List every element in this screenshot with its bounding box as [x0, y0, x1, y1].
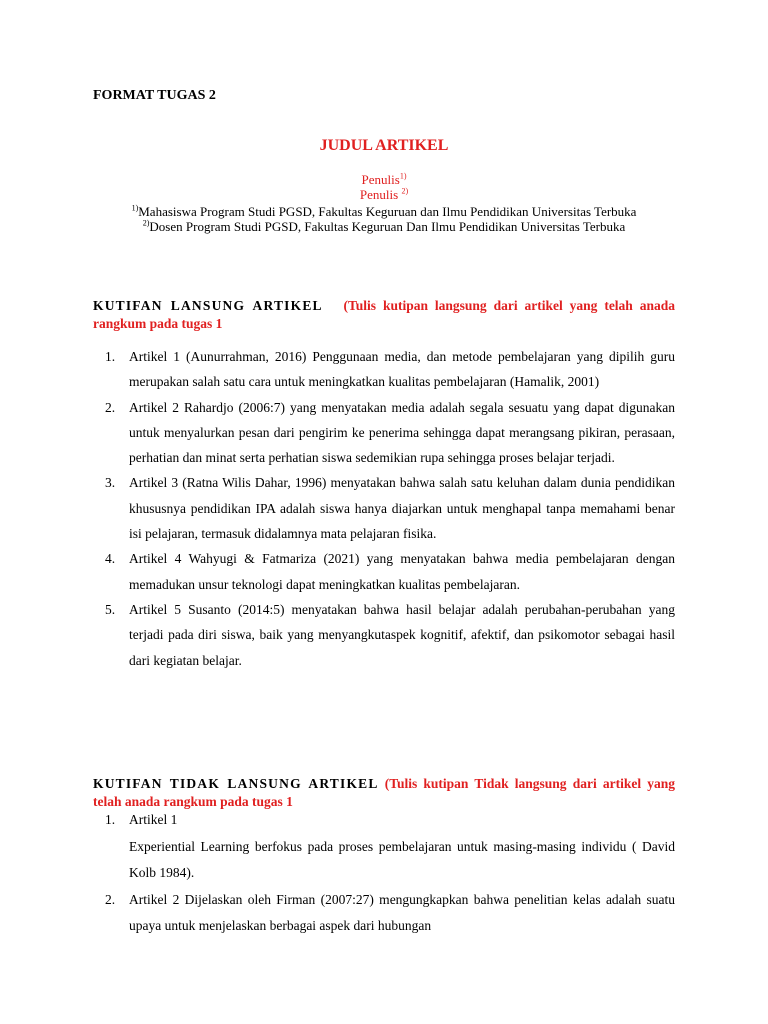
author-2-name: Penulis — [359, 187, 402, 202]
list-item — [93, 395, 675, 471]
list-item-title: Artikel 1 — [129, 812, 178, 827]
list-item-number: 4. — [105, 551, 116, 567]
affiliation-2-text: Dosen Program Studi PGSD, Fakultas Keguruan Dan Ilmu Pendidikan Universitas Terbuka — [149, 219, 626, 234]
section-indirect-quote-heading — [93, 775, 675, 811]
affiliation-1-sup: 1) — [131, 203, 139, 213]
author-2 — [0, 187, 768, 203]
section-direct-quote-label: KUTIFAN LANSUNG ARTIKEL — [93, 298, 323, 313]
list-item-number: 2. — [105, 891, 116, 907]
direct-quote-list — [93, 344, 675, 673]
list-item — [93, 887, 675, 940]
list-item-text: Artikel 1 (Aunurrahman, 2016) Penggunaan media, dan metode pembelajaran yang dipilih guru merupakan salah satu cara untuk meningkatkan kualitas pembelajaran (Hamalik, 2001) — [129, 349, 675, 390]
author-2-sup: 2) — [401, 186, 409, 196]
section-indirect-quote-instruction: (Tulis kutipan Tidak langsung dari artikel yang telah anada rangkum pada tugas 1 — [93, 776, 675, 809]
list-item-text: Artikel 2 Rahardjo (2006:7) yang menyatakan media adalah segala sesuatu yang dapat digunakan untuk menyalurkan pesan dari pengirim ke penerima sehingga dapat merangsang pikiran, perasaan, perhatian dan minat serta perhatian siswa sedemikian rupa sehingga proses belajar terjadi. — [129, 399, 675, 466]
list-item-number: 2. — [105, 399, 116, 415]
list-item — [93, 344, 675, 395]
author-1-name: Penulis — [361, 172, 400, 187]
list-item-text: Artikel 2 Dijelaskan oleh Firman (2007:27) mengungkapkan bahwa penelitian kelas adalah suatu upaya untuk menjelaskan berbagai aspek dari hubungan — [129, 891, 675, 933]
section-indirect-quote-label: KUTIFAN TIDAK LANSUNG ARTIKEL — [93, 776, 379, 791]
list-item — [93, 807, 675, 887]
list-item-number: 3. — [105, 475, 116, 491]
list-item — [93, 597, 675, 673]
affiliation-2-sup: 2) — [142, 218, 150, 228]
author-1 — [0, 172, 768, 188]
affiliation-1 — [0, 204, 768, 220]
author-1-sup: 1) — [399, 171, 407, 181]
list-item-number: 5. — [105, 601, 116, 617]
list-item-text: Artikel 4 Wahyugi & Fatmariza (2021) yang menyatakan bahwa media pembelajaran dengan memadukan unsur teknologi dapat meningkatkan kualitas pembelajaran. — [129, 551, 675, 592]
list-item-text: Artikel 5 Susanto (2014:5) menyatakan bahwa hasil belajar adalah perubahan-perubahan yang terjadi pada diri siswa, baik yang menyangkutaspek kognitif, afektif, dan psikomotor sebagai hasil dari kegiatan belajar. — [129, 601, 675, 668]
section-direct-quote-heading — [93, 297, 675, 333]
affiliation-2 — [0, 219, 768, 235]
article-title: JUDUL ARTIKEL — [319, 137, 449, 154]
list-item-number: 1. — [105, 812, 116, 827]
affiliation-1-text: Mahasiswa Program Studi PGSD, Fakultas Keguruan dan Ilmu Pendidikan Universitas Terbuka — [138, 204, 637, 219]
list-item — [93, 546, 675, 597]
indirect-quote-list — [93, 807, 675, 940]
list-item-text: Experiential Learning berfokus pada proses pembelajaran untuk masing-masing individu ( David Kolb 1984). — [129, 838, 675, 880]
section-direct-quote-instruction: (Tulis kutipan langsung dari artikel yang telah anada rangkum pada tugas 1 — [93, 298, 675, 331]
list-item-text: Artikel 3 (Ratna Wilis Dahar, 1996) menyatakan bahwa salah satu keluhan dalam dunia pendidikan khususnya pendidikan IPA adalah siswa hanya diajarkan untuk menghapal tanpa memahami benar isi pelajaran, termasuk didalamnya mata pelajaran fisika. — [129, 475, 675, 542]
format-title: FORMAT TUGAS 2 — [93, 88, 216, 103]
list-item — [93, 470, 675, 546]
list-item-number: 1. — [105, 349, 116, 364]
